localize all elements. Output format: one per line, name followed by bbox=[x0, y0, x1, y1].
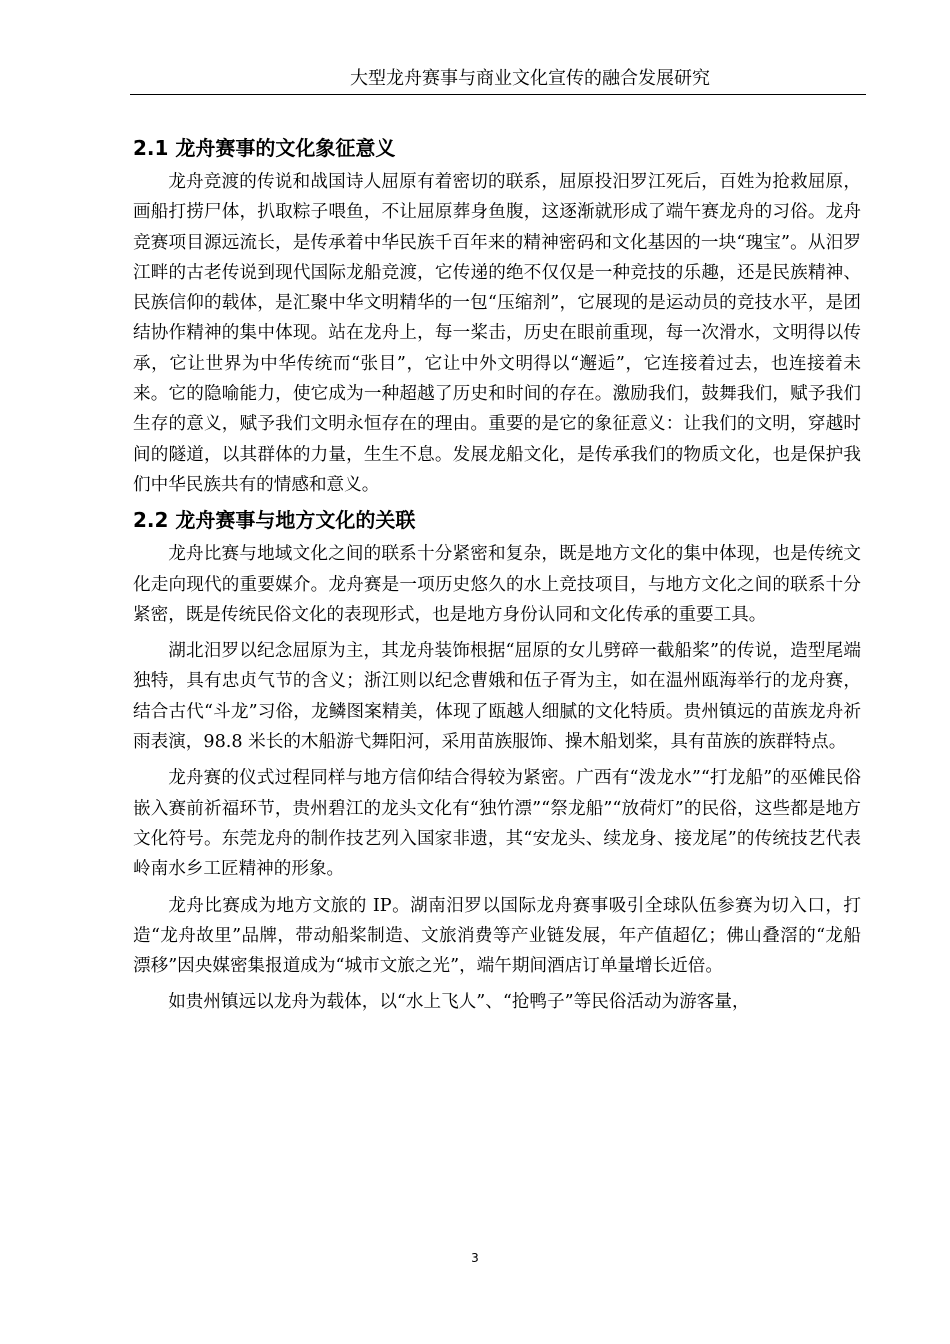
header-title: 大型龙舟赛事与商业文化宣传的融合发展研究 bbox=[350, 68, 710, 89]
page-header bbox=[130, 66, 866, 95]
document-body bbox=[133, 133, 861, 1018]
paragraph: 湖北汨罗以纪念屈原为主，其龙舟装饰根据“屈原的女儿劈碎一截船桨”的传说，造型尾端独特，具有忠贞气节的含义；浙江则以纪念曹娥和伍子胥为主，如在温州瓯海举行的龙舟赛，结合古代“斗龙”习俗，龙鳞图案精美，体现了瓯越人细腻的文化特质。贵州镇远的苗族龙舟祈雨表演，98.8 米长的木船游弋舞阳河，采用苗族服饰、操木船划桨，具有苗族的族群特点。 bbox=[133, 641, 861, 753]
section-heading-2-1: 2.1 龙舟赛事的文化象征意义 bbox=[133, 136, 396, 160]
section-heading-2-2: 2.2 龙舟赛事与地方文化的关联 bbox=[133, 508, 416, 533]
paragraph: 龙舟竞渡的传说和战国诗人屈原有着密切的联系，屈原投汨罗江死后，百姓为抢救屈原，画船打捞尸体，扒取粽子喂鱼，不让屈原葬身鱼腹，这逐渐就形成了端午赛龙舟的习俗。龙舟竞赛项目源远流长，是传承着中华民族千百年来的精神密码和文化基因的一块“瑰宝”。从汨罗江畔的古老传说到现代国际龙船竞渡，它传递的绝不仅仅是一种竞技的乐趣，还是民族精神、民族信仰的载体，是汇聚中华文明精华的一包“压缩剂”，它展现的是运动员的竞技水平，是团结协作精神的集中体现。站在龙舟上，每一桨击，历史在眼前重现，每一次滑水，文明得以传承，它让世界为中华传统而“张目”，它让中外文明得以“邂逅”，它连接着过去，也连接着未来。它的隐喻能力，使它成为一种超越了历史和时间的存在。激励我们，鼓舞我们，赋予我们生存的意义，赋予我们文明永恒存在的理由。重要的是它的象征意义：让我们的文明，穿越时间的隧道，以其群体的力量，生生不息。发展龙船文化，是传承我们的物质文化，也是保护我们中华民族共有的情感和意义。 bbox=[133, 172, 861, 495]
page-number: 3 bbox=[471, 1251, 479, 1265]
paragraph: 龙舟比赛与地域文化之间的联系十分紧密和复杂，既是地方文化的集中体现，也是传统文化走向现代的重要媒介。龙舟赛是一项历史悠久的水上竞技项目，与地方文化之间的联系十分紧密，既是传统民俗文化的表现形式，也是地方身份认同和文化传承的重要工具。 bbox=[133, 544, 861, 625]
paragraph: 龙舟比赛成为地方文旅的 IP。湖南汨罗以国际龙舟赛事吸引全球队伍参赛为切入口，打造“龙舟故里”品牌，带动船桨制造、文旅消费等产业链发展，年产值超亿；佛山叠滘的“龙船漂移”因央媒密集报道成为“城市文旅之光”，端午期间酒店订单量增长近倍。 bbox=[133, 895, 861, 977]
paragraph: 龙舟赛的仪式过程同样与地方信仰结合得较为紧密。广西有“泼龙水”“打龙船”的巫傩民俗嵌入赛前祈福环节，贵州碧江的龙头文化有“独竹漂”“祭龙船”“放荷灯”的民俗，这些都是地方文化符号。东莞龙舟的制作技艺列入国家非遗，其“安龙头、续龙身、接龙尾”的传统技艺代表岭南水乡工匠精神的形象。 bbox=[133, 768, 861, 880]
paragraph: 如贵州镇远以龙舟为载体，以“水上飞人”、“抢鸭子”等民俗活动为游客量， bbox=[168, 992, 750, 1013]
